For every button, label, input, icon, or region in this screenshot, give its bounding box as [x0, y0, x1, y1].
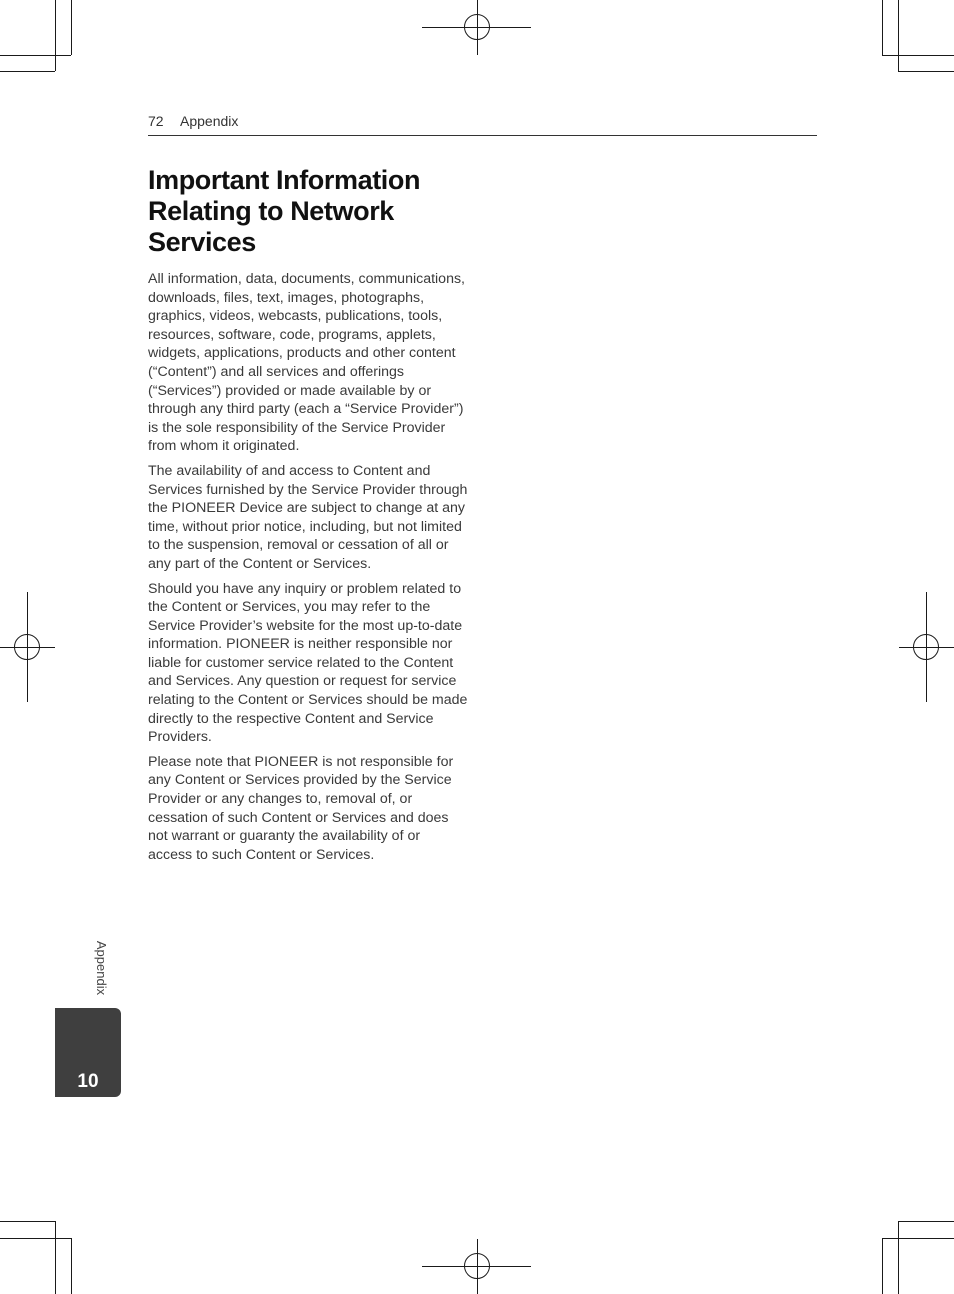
registration-mark-icon — [464, 14, 490, 40]
page-number: 72 — [148, 113, 164, 129]
registration-mark-icon — [14, 634, 40, 660]
body-text — [148, 270, 468, 870]
crop-mark — [882, 1238, 954, 1239]
page-title: Important Information Relating to Network Services — [148, 165, 421, 257]
crop-mark — [0, 1221, 55, 1222]
running-header — [148, 111, 817, 136]
chapter-number: 10 — [77, 1071, 99, 1092]
crop-mark — [882, 55, 954, 56]
crop-mark — [898, 1221, 954, 1222]
crop-mark — [71, 0, 72, 55]
crop-mark — [55, 0, 56, 71]
crop-mark — [898, 0, 899, 71]
crop-mark — [55, 1221, 56, 1294]
crop-mark — [882, 0, 883, 55]
paragraph: The availability of and access to Content and Services furnished by the Service Provider through the PIONEER Device are subject to change at any time, without prior notice, including, but not limited to the suspension, removal or cessation of all or any part of the Content or Services. — [148, 462, 468, 572]
crop-mark — [71, 1238, 72, 1294]
crop-mark — [0, 55, 71, 56]
crop-mark — [898, 1221, 899, 1294]
paragraph: Please note that PIONEER is not responsible for any Content or Services provided by the Service Provider or any changes to, removal of, or cessation of such Content or Services and does not warrant or guaranty the availability of or access to such Content or Services. — [148, 753, 454, 863]
registration-mark-icon — [464, 1253, 490, 1279]
side-section-label: Appendix — [94, 940, 109, 996]
paragraph: All information, data, documents, communications, downloads, files, text, images, photographs, graphics, videos, webcasts, publications, tools, resources, software, code, programs, applets, widgets, applications, products and other content (“Content”) and all services and offerings (“Services”) provided or made available by or through any third party (each a “Service Provider”) is the sole responsibility of the Service Provider from whom it originated. — [148, 271, 466, 455]
chapter-tab — [55, 1008, 121, 1097]
crop-mark — [0, 1238, 71, 1239]
paragraph: Should you have any inquiry or problem related to the Content or Services, you may refer to the Service Provider’s website for the most up-to-date information. PIONEER is neither responsible nor liable for customer service related to the Content and Services. Any question or request for service relating to the Content or Services should be made directly to the respective Content and Service Providers. — [148, 580, 468, 746]
crop-mark — [898, 71, 954, 72]
header-section-label: Appendix — [180, 113, 239, 129]
crop-mark — [882, 1238, 883, 1294]
crop-mark — [0, 71, 55, 72]
registration-mark-icon — [913, 634, 939, 660]
